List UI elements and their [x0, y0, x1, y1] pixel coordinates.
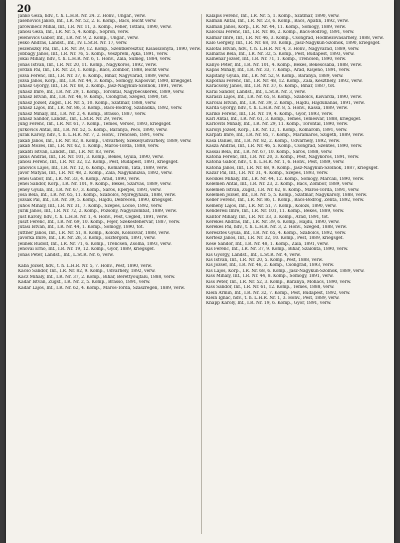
casualty-entry: Kese Sándor, Inf., I.R. Nr. 48, 1. Komp., Zala, 1891, verw.	[206, 241, 329, 247]
casualty-entry: Jósa Béla, Inf., I.R. Nr. 65, 11. Komp., Szabolcs, Nyíregyháza, 1888, verw.	[18, 192, 176, 198]
casualty-entry: Just Károly, hdv., t. h. L.H.R. Nr. 1, 4. Honv., Pest, Cegléd, 1891, verw.	[18, 214, 168, 220]
casualty-entry: Kenderesi Imre, Inf., I.R. Nr. 101, 11. Komp., Békés, 1889, verw.	[206, 209, 345, 215]
casualty-entry: Juhász Mihály, Inf., I.R. Nr. 2, 4. Komp., Brassó, 1887, verw.	[18, 111, 147, 117]
casualty-entry: Kerekes András, Inf., I.R. Nr. 39, 6. Komp., Hajdú, 1890, verw.	[206, 220, 340, 226]
casualty-entry: Kis József, Inf., I.R. Nr. 46, 2. Komp., Csongrád, 1893, verw.	[206, 263, 335, 269]
casualty-entry: Jüttner János, Inf., I.R. Nr. 51, 8. Komp., Kolozs, Kolozsvár, 1888, verw.	[18, 230, 170, 236]
casualty-entry: Karlovits Mihály, Inf., I.R. Nr. 29, 11. Komp., Torontál, 1890, verw.	[206, 122, 349, 128]
casualty-entry: Juhász György, Inf., I.R. Nr. 68, 2. Komp., Jász-Nagykun-Szolnok, 1891, verw.	[18, 84, 183, 90]
casualty-entry: Kaló Gergely, Inf., I.R. Nr. 68, 10. Komp., Jász-Nagykun-Szolnok, 1890, kriegsgef.	[206, 41, 381, 47]
casualty-entry: Kalmár Imre, Inf., I.R. Nr. 46, 3. Komp., Csongrád, Hódmezővásárhely, 1888, verw.	[206, 35, 384, 41]
casualty-entry: Katona Ferenc, Inf., I.R. Nr. 20, 3. Komp., Pest, Nagykőrös, 1891, verw.	[206, 154, 360, 160]
casualty-entry: Jakus András, Inf., I.R. Nr. 101, 3. Komp., Békés, Gyula, 1890, verw.	[18, 154, 164, 160]
casualty-entry: Kiss Sándor, Inf., I.R. Nr. 61, 12. Komp., Temes, 1888, verw.	[206, 285, 335, 291]
casualty-entry: Kalotai István, hdv., t. h. L.H.R. Nr. 4, 3. Honv., Nagyvárad, 1889, verw.	[206, 46, 360, 52]
casualty-entry: Karcsai István, Inf., I.R. Nr. 39, 2. Komp., Hajdú, Hajdúnánás, 1891, verw.	[206, 100, 365, 106]
casualty-entry: Jeszenszky Pál, Inf., I.R. Nr. 39, 12. Komp., Szentkeresztúr, Kisasszonyfa, 1890, verw.	[18, 46, 201, 52]
casualty-entry: Jenei Gábor, Inf., I.R. Nr. 33, 4. Komp., Arad, 1890, verw.	[18, 176, 140, 182]
casualty-entry: Karászi Lajos, Inf., I.R. Nr. 65, 8. Komp., Szabolcs, Kisvárda, 1890, verw.	[206, 95, 362, 101]
page-number: 20	[17, 4, 31, 15]
casualty-entry: Jenovai Ernő, Inf., I.R. Nr. 19, 12. Komp., Győr, 1889, kriegsgef.	[18, 247, 155, 253]
casualty-entry: Jurik János, Inf., I.R. Nr. 72, 2. Komp., Pozsony, Nagyszombat, 1889, verw.	[18, 209, 177, 215]
casualty-entry: Katona János, Inf., I.R. Nr. 68, 9. Komp., Jász-Nagykun-Szolnok, 1887, kriegsgef.	[206, 165, 379, 171]
casualty-entry: Kecskés Mihály, Inf., I.R. Nr. 44, 12. Komp., Somogy, Marcali, 1890, verw.	[206, 176, 365, 182]
casualty-entry: Karai Sándor, Landst., Inf., L.St.R. Nr. 3, verw.	[206, 89, 306, 95]
casualty-entry: Kálmán Antal, Inf., I.R. Nr. 23, 6. Komp., Bács, Apatin, 1892, verw.	[206, 19, 349, 25]
casualty-entry: Kertész János, Inf., I.R. Nr. 32, 10. Komp., Pest, 1889, kriegsgef.	[206, 236, 344, 242]
casualty-entry: Kassai Béla, Inf., I.R. Nr. 67, 10. Komp., Sáros, 1888, verw.	[206, 149, 333, 155]
casualty-entry: Jobbágy János, Inf., I.R. Nr. 76, 5. Komp., Veszprém, Ajka, 1891, verw.	[18, 51, 169, 57]
casualty-entry: Jónás István, Inf., I.R. Nr. 20, 11. Komp., Nagykőrös, 1892, verw.	[18, 62, 157, 68]
casualty-entry: Kádár Lajos, Inf., I.R. Nr. 62, 4. Komp., Maros-Torda, Szászrégen, 1889, verw.	[18, 285, 185, 291]
casualty-entry: Karácsony János, Inf., I.R. Nr. 37, 6. Komp., Bihar, 1887, tot.	[206, 84, 336, 90]
casualty-entry: Kálmán János, Korp., I.R. Nr. 44, 11. Komp., Somogy, 1889, verw.	[206, 24, 347, 30]
casualty-entry: Juszt Ferenc, Inf., I.R. Nr. 69, 10. Komp., Fejér, Székesfehérvár, 1887, verw.	[18, 220, 181, 226]
casualty-entry: Kiss Péter, Inf., I.R. Nr. 52, 3. Komp., Baranya, Mohács, 1890, verw.	[206, 279, 352, 285]
left-column	[18, 14, 202, 291]
casualty-entry: Jávor Mátyás, Inf., I.R. Nr. 48, 2. Komp., Zala, Nagykanizsa, 1892, verw.	[18, 171, 173, 177]
casualty-entry: Keller Ferenc, Inf., I.R. Nr. 86, 1. Komp., Bács-Bodrog, Zenta, 1892, verw.	[206, 198, 365, 204]
casualty-entry: Juhász József, Zugsf., I.R. Nr. 5, 10. Komp., Szatmár, 1888, verw.	[18, 100, 157, 106]
casualty-entry: Karikó Ferenc, Inf., I.R. Nr. 19, 4. Komp., Győr, 1893, verw.	[206, 111, 334, 117]
casualty-entry: Kis Lajos, Korp., I.R. Nr. 68, 6. Komp., Jász-Nagykun-Szolnok, 1889, verw.	[206, 268, 365, 274]
casualty-entry: Kántor Mihály, Inf., I.R. Nr. 33, 3. Komp., Arad, 1891, tot.	[206, 214, 330, 220]
casualty-entry: Kis István, Inf., I.R. Nr. 20, 5. Komp., Pest, 1888, verw.	[206, 257, 324, 263]
casualty-entry: Jung Ferenc, Inf., I.R. Nr. 61, 7. Komp., Temes, Versec, 1893, kriegsgef.	[18, 122, 172, 128]
casualty-entry: Kerekes Pál, hdv., t. h. L.H.R. Nr. 3, 2. Honv., Szeged, 1888, verw.	[206, 225, 347, 231]
casualty-entry: Jónás Péter, Landst., Inf., L.St.R. Nr. 6, verw.	[18, 252, 114, 258]
casualty-entry: Józsa Ferenc, Inf., I.R. Nr. 37, 6. Komp., Bihar, Nagyvárad, 1889, verw.	[18, 73, 170, 79]
casualty-entry: Karda György, hdv., t. h. L.H.R. Nr. 8, 5. Honv., Kassa, 1889, verw.	[206, 106, 348, 112]
casualty-entry: Kazár Pál, Inf., I.R. Nr. 31, 4. Komp., Szepes, 1893, verw.	[206, 171, 329, 177]
casualty-entry: Juhász István, Inf., I.R. Nr. 46, 9. Komp., Csongrád, Szeged, 1890, tot.	[18, 95, 169, 101]
casualty-entry: Kapitány Gyula, Inf., I.R. Nr. 52, 9. Komp., Baranya, 1889, verw.	[206, 73, 344, 79]
casualty-entry: Kasza András, Inf., I.R. Nr. 46, 5. Komp., Csongrád, Szentes, 1890, verw.	[206, 144, 363, 150]
casualty-entry: Kába József, hdv., t. h. L.H.R. Nr. 5, 7. Honv., Pest, 1890, verw.	[18, 263, 152, 269]
casualty-entry: Jakab János, Inf., I.R. Nr. 82, 8. Komp., Udvarhely, Székelyudvarhely, 1889, verw.	[18, 138, 192, 144]
casualty-entry: Jordán Pál, Inf., I.R. Nr. 23, 1. Komp., Bács, Zombor, 1888, leicht verw.	[18, 68, 170, 74]
casualty-entry: Kása Dániel, Inf., I.R. Nr. 82, 2. Komp., Udvarhely, 1892, verw.	[206, 138, 341, 144]
casualty-entry: Klein Ignác, hdv., t. h. L.H.R. Nr. 1, 3. Honv., Pest, 1889, verw.	[206, 295, 340, 301]
casualty-entry: Klein Ármin, Inf., I.R. Nr. 32, 7. Komp., Pest, Budapest, 1892, verw.	[206, 290, 351, 296]
casualty-entry: Józsa János, Korp., Inf., I.R. Nr. 44, 3. Komp., Somogy, Kaposvár, 1890, kriegsgef.	[18, 79, 193, 85]
casualty-entry: Jávorka Imre, Inf., I.R. Nr. 26, 3. Komp., Esztergom, 1891, verw.	[18, 236, 156, 242]
casualty-entry: Jelinek Rudolf, Inf., I.R. Nr. 71, 6. Komp., Trencsén, Zsolna, 1893, verw.	[18, 241, 172, 247]
casualty-entry: Kádár István, Zugsf., I.R. Nr. 2, 5. Komp., Brassó, 1891, verw.	[18, 280, 151, 286]
casualty-entry: Kárpáti Imre, Inf., I.R. Nr. 85, 7. Komp., Máramaros, Szigeth, 1889, verw.	[206, 133, 364, 139]
casualty-entry: Jurák Károly, hdv., t. h. L.H.R. Nr. 7, 2. Honv., Trencsén, 1891, verw.	[18, 133, 165, 139]
casualty-entry: Jasenovics Jakob, Inf., I.R. Nr. 52, 2. E. Komp., Bâcs, leicht verw.	[18, 19, 157, 25]
casualty-entry: Knapp Károly, Inf., I.R. Nr. 19, 6. Komp., Győr, 1891, verw.	[206, 301, 332, 307]
casualty-entry: Jánosi Ferenc, Inf., I.R. Nr. 32, 12. Komp., Pest, Budapest, 1891, kriegsgef.	[18, 160, 179, 166]
casualty-entry: Jarowinecz Mihál, Inf., I.R. Nr. 11, 3. Komp., Fehér, Tótfalu, 1890, verw.	[18, 24, 172, 30]
casualty-entry: Kanyó Péter, Inf., I.R. Nr. 101, 4. Komp., Békés, Békéscsaba, 1888, verw.	[206, 62, 362, 68]
casualty-entry: Kis György, Landst., Inf., L.St.R. Nr. 4, verw.	[206, 252, 301, 258]
casualty-entry: Kamarás Béla, Inf., I.R. Nr. 32, 5. Komp., Pest, Budapest, 1893, verw.	[206, 51, 355, 57]
document-page	[6, 0, 394, 543]
casualty-entry: Károlyi József, Korp., I.R. Nr. 12, 1. Komp., Komárom, 1891, verw.	[206, 127, 348, 133]
casualty-entry: Kelemen István, Zugsf., I.R. Nr. 62, 8. Komp., Maros-Torda, 1891, verw.	[206, 187, 360, 193]
casualty-entry: Jókai Mihály, hdv., t. h. L.H.R. Nr. 6, 1. Honv., Zala, Sümeg, 1884, verw.	[18, 57, 172, 63]
casualty-entry: Kápolnai Ferenc, Inf., I.R. Nr. 48, 12. Komp., Zala, Keszthely, 1892, verw.	[206, 79, 363, 85]
casualty-entry: Jánosi Géza, Inf., I.R. Nr. 5, 4. Komp., Sopron, verw.	[18, 30, 130, 36]
casualty-entry: Jurkovics Antal, Inf., I.R. Nr. 52, 5. Komp., Baranya, Pécs, 1890, verw.	[18, 127, 168, 133]
casualty-entry: Jeskó András, Landst., Inf., IV. L.St.R. Nr. 17, verw.	[18, 41, 128, 47]
casualty-entry: Jakabfi István, Landst., Inf., I.R. Nr. 83, verw.	[18, 149, 116, 155]
casualty-entry: Kalapis Ferenc, Inf., I.R. Nr. 5, 1. Komp., Szatmár, 1890, verw.	[206, 14, 340, 19]
casualty-entry: Jenei Sándor, Korp., I.R. Nr. 101, 9. Komp., Békés, Szarvas, 1889, verw.	[18, 182, 172, 188]
casualty-entry: Keresztes Gyula, Inf., I.R. Nr. 65, 4. Komp., Szabolcs, 1892, verw.	[206, 230, 347, 236]
casualty-entry: Kiss Mihály, Inf., I.R. Nr. 44, 8. Komp., Somogy, 1891, verw.	[206, 274, 334, 280]
right-column	[206, 14, 390, 307]
casualty-entry: Kacz Mihály, Inf., I.R. Nr. 37, 2. Komp., Bihar, Berettyóújfalu, 1888, verw.	[18, 274, 176, 280]
casualty-entry: Katona Gábor, hdv., t. h. L.H.R. Nr. 1, 6. Honv., Pest, 1889, verw.	[206, 160, 345, 166]
casualty-entry: Juhász Imre, Inf., I.R. Nr. 29, 1. Komp., Torontál, Nagybecskerek, 1889, verw.	[18, 89, 185, 95]
casualty-entry: Jeney Gyula, Inf., I.R. Nr. 67, 3. Komp., Sáros, Eperjes, 1891, verw.	[18, 187, 162, 193]
casualty-entry: Kelemen Antal, Inf., I.R. Nr. 23, 2. Komp., Bács, Zombor, 1889, verw.	[206, 182, 354, 188]
casualty-entry: Jakab Mózes, Inf., I.R. Nr. 62, 1. Komp., Maros-Torda, 1888, verw.	[18, 144, 160, 150]
casualty-entry: Kemény Lajos, Inf., I.R. Nr. 51, 7. Komp., Kolozs, 1890, verw.	[206, 203, 337, 209]
casualty-entry: Karl Antal, Inf., I.R. Nr. 61, 3. Komp., Temes, Temesvár, 1888, kriegsgef.	[206, 117, 362, 123]
casualty-entry: Jozsák Pál, Inf., I.R. Nr. 39, 5. Komp., Hajdú, Debrecen, 1890, kriegsgef.	[18, 198, 173, 204]
casualty-entry: Kapás Mihály, Inf., I.R. Nr. 33, 7. Komp., Arad, Kisjenő, 1891, verw.	[206, 68, 351, 74]
casualty-entry: Jutasi István, Inf., I.R. Nr. 44, 1. Komp., Somogy, 1890, tot.	[18, 225, 144, 231]
casualty-entry: Jelenovics Gabor, Inf., I.R. Nr. 9, 2. Komp., Ungar., verw.	[18, 35, 139, 41]
casualty-entry: Kelemen József, Inf., I.R. Nr. 5, 5. Komp., Szatmár, Nagykároly, 1888, verw.	[206, 192, 368, 198]
casualty-entry: Jankó Géza, hdv., t. h. L.H.R. Nr. 24. 2. Honv., Ungar., verw.	[18, 14, 146, 19]
casualty-entry: Kacsó Sándor, Inf., I.R. Nr. 82, 9. Komp., Udvarhely, 1892, verw.	[18, 269, 156, 275]
casualty-entry: Juhász Lajos, Inf., I.R. Nr. 86, 3. Komp., Bács-Bodrog, Szabadka, 1892, verw.	[18, 106, 183, 112]
casualty-entry: Kalocsai Ferenc, Inf., I.R. Nr. 86, 2. Komp., Bács-Bodrog, 1891, verw.	[206, 30, 355, 36]
casualty-entry: Janovics Lajos, Inf., I.R. Nr. 12, 6. Komp., Komárom, Tata, 1889, verw.	[18, 165, 169, 171]
casualty-entry: Juhos Mihály, Inf., I.R. Nr. 31, 7. Komp., Szepes, Lőcse, 1892, verw.	[18, 203, 163, 209]
casualty-entry: Kis Ferenc, Inf., I.R. Nr. 37, 9. Komp., Bihar, Szalonta, 1890, verw.	[206, 247, 349, 253]
casualty-entry: Kamenár József, Inf., I.R. Nr. 71, 1. Komp., Trencsén, 1890, verw.	[206, 57, 347, 63]
casualty-entry: Juhász Sándor, Landst., Inf., L.St.R. Nr. 29, verw.	[18, 117, 124, 123]
